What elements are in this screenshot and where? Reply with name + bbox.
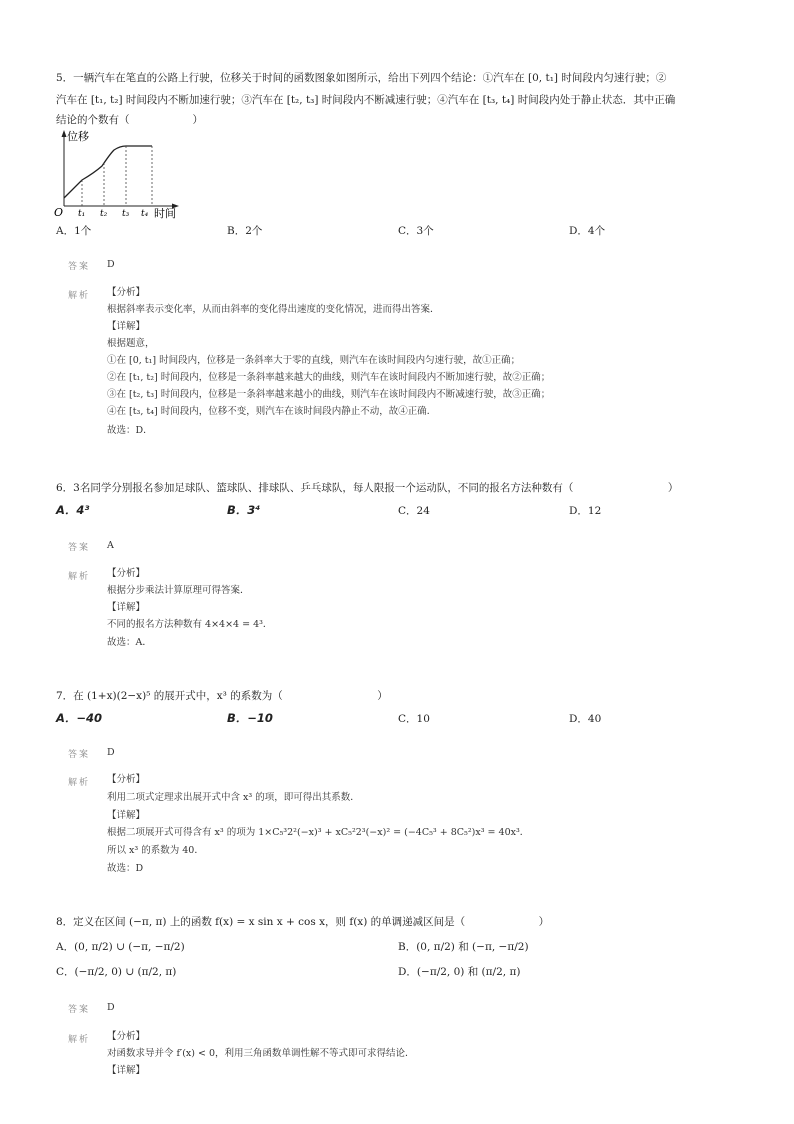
- q5-analysis-line: ③在 [t₂, t₃] 时间段内，位移是一条斜率越来越小的曲线，则汽车在该时间段内不断减速行驶，故③正确；: [107, 389, 551, 400]
- q7-analysis-line: 故选：D: [107, 863, 144, 874]
- q5-analysis-line: ①在 [0, t₁] 时间段内，位移是一条斜率大于零的直线，则汽车在该时间段内匀速行驶，故①正确；: [107, 355, 521, 366]
- q8-analysis-label: 解析: [68, 1035, 91, 1045]
- q5-analysis-line: 【详解】: [107, 321, 146, 332]
- q5-stem-line2: 汽车在 [t₁, t₂] 时间段内不断加速行驶；③汽车在 [t₂, t₃] 时间段内不断减速行驶；④汽车在 [t₃, t₄] 时间段内处于静止状态．其中正确: [56, 94, 676, 106]
- q5-option-c[interactable]: C．3个: [398, 225, 434, 237]
- q5-option-a[interactable]: A．1个: [56, 225, 92, 237]
- q8-option-d[interactable]: D．(−π/2, 0) 和 (π/2, π): [398, 966, 521, 978]
- graph-tick-t3: t₃: [122, 209, 130, 219]
- q7-analysis-line: 根据二项展开式可得含有 x³ 的项为 1×C₅³2²(−x)³ + xC₅²2³(−x)² = (−4C₅³ + 8C₅²)x³ = 40x³．: [107, 827, 530, 838]
- q6-answer-label: 答案: [68, 543, 91, 553]
- q6-stem: 6．3名同学分别报名参加足球队、篮球队、排球队、乒乓球队，每人限报一个运动队，不同的报名方法种数有（ ）: [56, 482, 679, 494]
- q8-answer-label: 答案: [68, 1005, 91, 1015]
- q5-answer: D: [107, 259, 115, 270]
- q7-answer-label: 答案: [68, 750, 91, 760]
- q8-answer: D: [107, 1002, 115, 1013]
- q5-analysis-line: ④在 [t₃, t₄] 时间段内，位移不变，则汽车在该时间段内静止不动，故④正确．: [107, 406, 437, 417]
- q6-analysis-line: 【详解】: [107, 602, 146, 613]
- q6-analysis-label: 解析: [68, 572, 91, 582]
- q8-option-b[interactable]: B．(0, π/2) 和 (−π, −π/2): [398, 941, 529, 953]
- q7-analysis-label: 解析: [68, 778, 91, 788]
- q8-stem: 8．定义在区间 (−π, π) 上的函数 f(x) = x sin x + cos x，则 f(x) 的单调递减区间是（ ）: [56, 916, 550, 928]
- q6-option-b[interactable]: B．3⁴: [227, 503, 261, 517]
- q5-displacement-graph: [52, 128, 182, 220]
- q7-option-b[interactable]: B．−10: [227, 711, 273, 725]
- q6-analysis-line: 【分析】: [107, 568, 146, 579]
- q5-analysis-line: ②在 [t₁, t₂] 时间段内，位移是一条斜率越来越大的曲线，则汽车在该时间段内不断加速行驶，故②正确；: [107, 372, 551, 383]
- q5-analysis-line: 【分析】: [107, 287, 146, 298]
- q7-analysis-line: 利用二项式定理求出展开式中含 x³ 的项，即可得出其系数．: [107, 792, 360, 803]
- q7-answer: D: [107, 747, 115, 758]
- q5-stem-line3: 结论的个数有（ ）: [56, 114, 203, 126]
- q7-option-c[interactable]: C．10: [398, 713, 430, 725]
- q5-answer-label: 答案: [68, 262, 91, 272]
- q6-analysis-line: 不同的报名方法种数有 4×4×4 = 4³．: [107, 619, 273, 630]
- graph-tick-t4: t₄: [141, 209, 149, 219]
- q8-analysis-line: 【详解】: [107, 1065, 146, 1076]
- graph-y-label: 位移: [67, 130, 89, 143]
- q6-analysis-line: 根据分步乘法计算原理可得答案．: [107, 585, 250, 596]
- q8-analysis-line: 【分析】: [107, 1031, 146, 1042]
- q7-option-a[interactable]: A．−40: [56, 711, 103, 725]
- graph-tick-t1: t₁: [78, 209, 86, 219]
- q5-analysis-line: 根据题意，: [107, 338, 155, 349]
- q7-option-d[interactable]: D．40: [569, 713, 602, 725]
- q5-analysis-line: 根据斜率表示变化率，从而由斜率的变化得出速度的变化情况，进而得出答案．: [107, 304, 440, 315]
- q5-option-b[interactable]: B．2个: [227, 225, 263, 237]
- q6-analysis-line: 故选：A．: [107, 637, 152, 648]
- graph-x-label: 时间: [154, 207, 176, 220]
- q5-stem-line1: 5．一辆汽车在笔直的公路上行驶，位移关于时间的函数图象如图所示，给出下列四个结论：①汽车在 [0, t₁] 时间段内匀速行驶；②: [56, 72, 667, 84]
- q7-analysis-line: 【分析】: [107, 774, 146, 785]
- q6-option-a[interactable]: A．4³: [56, 503, 90, 517]
- q7-stem: 7．在 (1+x)(2−x)⁵ 的展开式中，x³ 的系数为（ ）: [56, 690, 388, 702]
- graph-tick-t2: t₂: [100, 209, 108, 219]
- q8-option-a[interactable]: A．(0, π/2) ∪ (−π, −π/2): [56, 941, 185, 953]
- q7-analysis-line: 【详解】: [107, 810, 146, 821]
- q5-analysis-line: 故选：D．: [107, 425, 153, 436]
- q6-answer: A: [107, 540, 114, 551]
- graph-origin-label: O: [54, 206, 64, 219]
- q5-option-d[interactable]: D．4个: [569, 225, 606, 237]
- q6-option-c[interactable]: C．24: [398, 505, 430, 517]
- q8-option-c[interactable]: C．(−π/2, 0) ∪ (π/2, π): [56, 966, 177, 978]
- q7-analysis-line: 所以 x³ 的系数为 40．: [107, 845, 204, 856]
- q8-analysis-line: 对函数求导并令 f′(x) < 0，利用三角函数单调性解不等式即可求得结论．: [107, 1048, 415, 1059]
- q6-option-d[interactable]: D．12: [569, 505, 602, 517]
- q5-analysis-label: 解析: [68, 291, 91, 301]
